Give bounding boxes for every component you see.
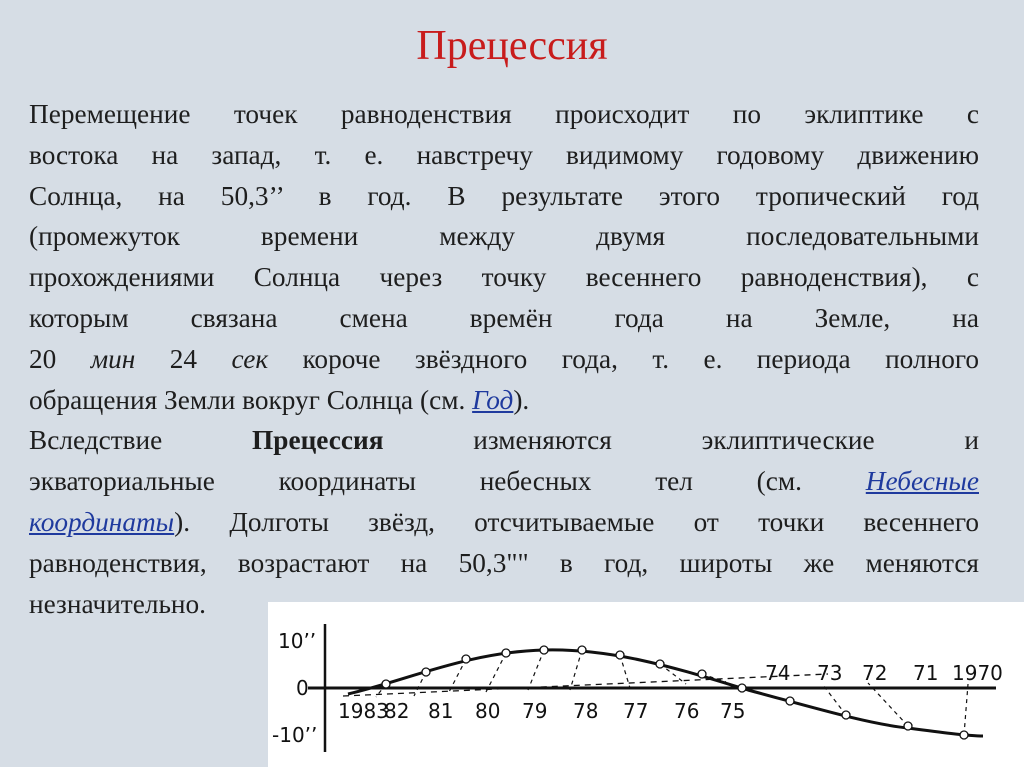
x-label: 81 <box>428 699 454 723</box>
text-line <box>29 502 979 543</box>
link-year[interactable]: Год <box>472 384 514 415</box>
x-label: 1970 <box>952 661 1003 685</box>
precession-figure <box>268 602 1024 767</box>
x-label: 79 <box>522 699 548 723</box>
text-line <box>29 461 979 502</box>
x-label: 77 <box>623 699 649 723</box>
text-line: прохождениями Солнца через точку весеннего равноденствия), с <box>29 262 979 293</box>
text-line: которым связана смена времён года на Земле, на <box>29 302 979 333</box>
slide-title: Прецессия <box>416 23 608 69</box>
unit-seconds: сек <box>231 343 269 374</box>
link-celestial-coordinates-cont[interactable]: координаты <box>29 506 175 537</box>
unit-minutes: мин <box>90 343 136 374</box>
x-label: 71 <box>913 661 939 685</box>
x-label: 72 <box>862 661 888 685</box>
x-label: 74 <box>765 661 791 685</box>
precession-curve <box>348 650 983 736</box>
text-line: (промежуток времени между двумя последовательными <box>29 221 979 252</box>
text-line: Перемещение точек равноденствия происходит по эклиптике с <box>29 99 979 129</box>
text-line: Солнца, на 50,3’’ в год. В результате этого тропический год <box>29 180 979 211</box>
text-span: изменяются эклиптические и <box>383 425 979 456</box>
x-label: 75 <box>720 699 746 723</box>
x-label: 80 <box>475 699 501 723</box>
text-span: 20 <box>29 343 91 374</box>
term-precession: Прецессия <box>252 425 384 456</box>
link-celestial-coordinates[interactable]: Небесные <box>865 466 979 497</box>
x-label: 1983 <box>338 699 389 723</box>
y-label-zero: 0 <box>296 676 309 700</box>
text-line <box>29 339 979 380</box>
text-line: незначительно. <box>29 588 207 619</box>
body-text <box>29 94 979 624</box>
text-line: востока на запад, т. е. навстречу видимому годовому движению <box>29 139 979 170</box>
y-label-top: 10’’ <box>278 629 317 653</box>
precession-diagram <box>268 602 1024 767</box>
y-label-bottom: -10’’ <box>272 723 318 747</box>
x-label: 82 <box>384 699 410 723</box>
x-label: 73 <box>817 661 843 685</box>
text-line <box>29 380 979 421</box>
text-span: ). Долготы звёзд, отсчитываемые от точки весеннего <box>174 506 979 537</box>
text-span: экваториальные координаты небесных тел (см. <box>29 466 866 497</box>
text-span: короче звёздного года, т. е. периода полного <box>268 343 980 374</box>
x-label: 78 <box>573 699 599 723</box>
text-span: Вследствие <box>29 425 253 456</box>
text-span: обращения Земли вокруг Солнца (см. <box>29 384 473 415</box>
text-span: 24 <box>135 343 232 374</box>
text-line: равноденствия, возрастают на 50,3"" в год, широты же меняются <box>29 547 979 578</box>
x-label: 76 <box>674 699 700 723</box>
text-span: ). <box>513 384 530 415</box>
text-line <box>29 420 979 461</box>
